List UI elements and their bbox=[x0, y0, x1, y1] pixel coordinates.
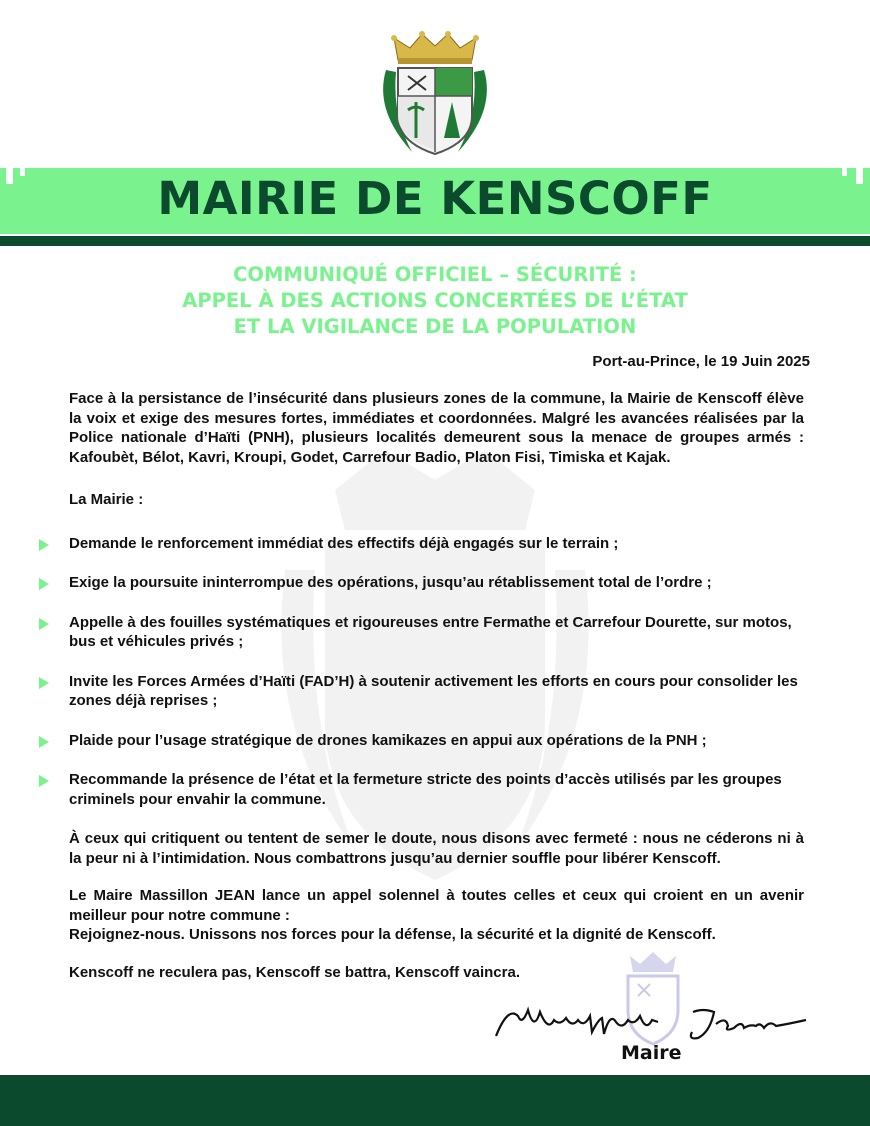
list-item bbox=[69, 770, 804, 809]
communique-line-2: APPEL À DES ACTIONS CONCERTÉES DE L’ÉTAT bbox=[182, 289, 688, 312]
communique-heading bbox=[60, 262, 810, 340]
coat-of-arms-icon bbox=[372, 30, 498, 160]
banner-dark-line bbox=[0, 236, 870, 246]
signatory-role: Maire bbox=[621, 1042, 682, 1064]
closing-paragraph-2b: Rejoignez-nous. Unissons nos forces pour la défense, la sécurité et la dignité de Kenscoff. bbox=[69, 926, 716, 943]
page-title: MAIRIE DE KENSCOFF bbox=[157, 172, 713, 225]
la-mairie-label: La Mairie : bbox=[69, 491, 144, 508]
handwritten-signature bbox=[488, 996, 818, 1046]
communique-line-3: ET LA VIGILANCE DE LA POPULATION bbox=[233, 315, 637, 338]
list-item bbox=[69, 534, 804, 554]
signature-block bbox=[488, 948, 818, 1068]
triangle-bullet-icon bbox=[39, 618, 49, 630]
list-item bbox=[69, 573, 804, 593]
demand-text: Demande le renforcement immédiat des effectifs déjà engagés sur le terrain ; bbox=[69, 534, 619, 552]
demand-text: Exige la poursuite ininterrompue des opérations, jusqu’au rétablissement total de l’ordre ; bbox=[69, 574, 712, 591]
list-item bbox=[69, 731, 804, 751]
intro-paragraph: Face à la persistance de l’insécurité dans plusieurs zones de la commune, la Mairie de Kenscoff élève la voix et exige des mesures fortes, immédiates et coordonnées. Malgré les avancées réalisées par la Police nationale d’Haïti (PNH), plusieurs localités demeurent sous la menace de groupes armés : Kafoubèt, Bélot, Kavri, Kroupi, Godet, Carrefour Badio, Platon Fisi, Timiska et Kajak. bbox=[69, 390, 804, 466]
demand-text: Plaide pour l’usage stratégique de drones kamikazes en appui aux opérations de la PNH ; bbox=[69, 731, 707, 749]
footer-band bbox=[0, 1075, 870, 1126]
letter-body bbox=[69, 389, 804, 982]
triangle-bullet-icon bbox=[39, 539, 49, 551]
closing-paragraph-2a: Le Maire Massillon JEAN lance un appel solennel à toutes celles et ceux qui croient en un avenir meilleur pour notre commune : bbox=[69, 887, 804, 924]
demand-text: Appelle à des fouilles systématiques et rigoureuses entre Fermathe et Carrefour Dourette, sur motos, bus et véhicules privés ; bbox=[69, 613, 792, 650]
demand-text: Invite les Forces Armées d’Haïti (FAD’H) à soutenir activement les efforts en cours pour consolider les zones déjà reprises ; bbox=[69, 672, 798, 709]
closing-paragraph-1: À ceux qui critiquent ou tentent de semer le doute, nous disons avec fermeté : nous ne céderons ni à la peur ni à l’intimidation. Nous combattrons jusqu’au dernier souffle pour libérer Kenscoff. bbox=[69, 830, 804, 867]
demand-text: Recommande la présence de l’état et la fermeture stricte des points d’accès utilisés par les groupes criminels pour envahir la commune. bbox=[69, 771, 782, 808]
list-item bbox=[69, 672, 804, 711]
triangle-bullet-icon bbox=[39, 578, 49, 590]
list-item bbox=[69, 613, 804, 652]
communique-line-1: COMMUNIQUÉ OFFICIEL – SÉCURITÉ : bbox=[233, 263, 637, 286]
triangle-bullet-icon bbox=[39, 775, 49, 787]
date-line: Port-au-Prince, le 19 Juin 2025 bbox=[592, 353, 810, 370]
triangle-bullet-icon bbox=[39, 677, 49, 689]
triangle-bullet-icon bbox=[39, 736, 49, 748]
demands-list bbox=[69, 534, 804, 810]
closing-paragraph-3: Kenscoff ne reculera pas, Kenscoff se battra, Kenscoff vaincra. bbox=[69, 963, 520, 981]
header-banner bbox=[0, 162, 870, 252]
